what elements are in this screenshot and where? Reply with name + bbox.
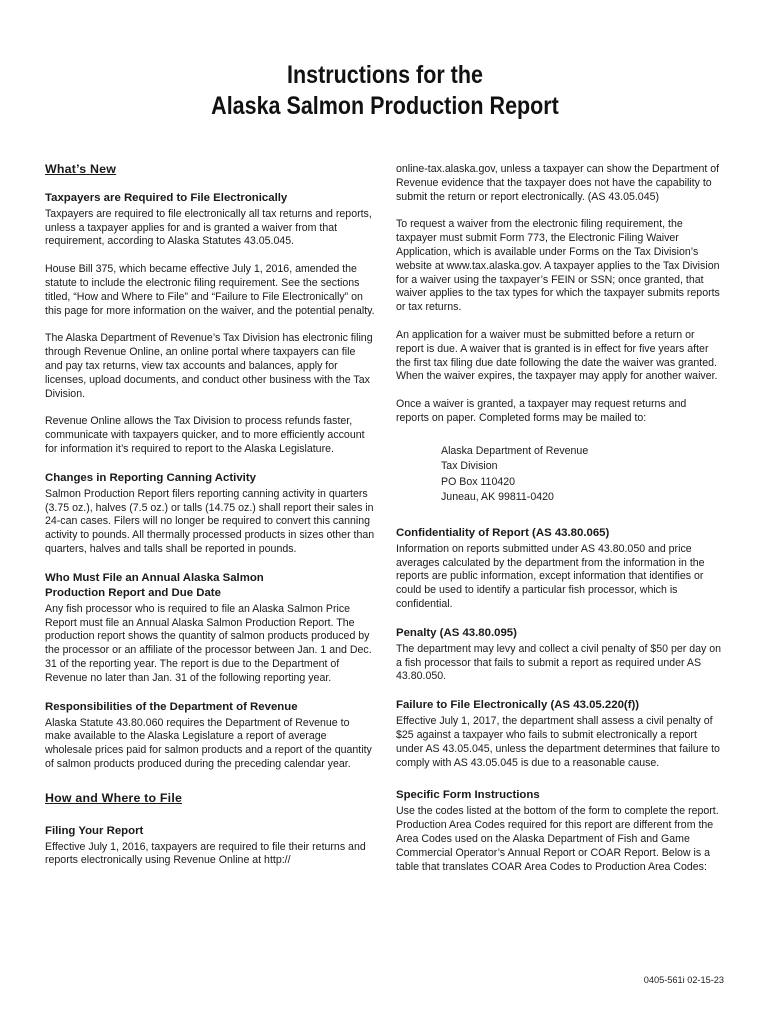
paragraph: Once a waiver is granted, a taxpayer may request returns and reports on paper. Completed forms may be mailed to: bbox=[396, 398, 687, 424]
title-line-2: Alaska Salmon Production Report bbox=[211, 92, 559, 120]
paragraph: Information on reports submitted under AS 43.80.050 and price averages calculated by the department from the information in the reports are public information, except information that identifies or could be used to identify a particular fish processor, which is confidential. bbox=[396, 542, 705, 610]
electronic-filing-heading: Taxpayers are Required to File Electronically bbox=[45, 191, 288, 204]
paragraph: Effective July 1, 2016, taxpayers are required to file their returns and reports electronically using Revenue Online at http:// bbox=[45, 840, 366, 867]
how-where-heading: How and Where to File bbox=[45, 790, 183, 805]
paragraph: The Alaska Department of Revenue’s Tax Division has electronic filing through Revenue Online, an online portal where taxpayers can file and pay tax returns, view tax accounts and balances, apply for licenses, upload documents, and conduct other business with the Tax Division. bbox=[45, 332, 373, 400]
paragraph: House Bill 375, which became effective July 1, 2016, amended the statute to include the electronic filing requirement. See the sections titled, “How and Where to File” and “Failure to File Electronically” on this page for more information on the waiver, and the potential penalty. bbox=[45, 263, 375, 317]
who-must-file-heading bbox=[45, 571, 375, 586]
due-date-heading: Production Report and Due Date bbox=[45, 586, 221, 599]
canning-heading: Changes in Reporting Canning Activity bbox=[45, 471, 256, 484]
paragraph: To request a waiver from the electronic filing requirement, the taxpayer must submit Form 773, the Electronic Filing Waiver Application, which is available under Forms on the Tax Division’s website at www.tax.alaska.gov. A taxpayer applies to the Tax Division for a waiver using the taxpayer’s FEIN or SSN; once granted, that waiver applies to the tax types for which the taxpayer submits reports or tax returns. bbox=[396, 218, 720, 314]
left-column bbox=[45, 163, 375, 882]
form-number: 0405-561i 02-15-23 bbox=[643, 975, 724, 985]
penalty-heading: Penalty (AS 43.80.095) bbox=[396, 626, 517, 639]
paragraph: Any fish processor who is required to file an Alaska Salmon Price Report must file an Annual Alaska Salmon Production Report. The production report shows the quantity of salmon products produced by the processor or an affiliate of the processor between Jan. 1 and Dec. 31 of the reporting year. The report is due to the Department of Revenue no later than Jan. 31 of the following reporting year. bbox=[45, 602, 372, 684]
failure-heading: Failure to File Electronically (AS 43.05.220(f)) bbox=[396, 699, 640, 712]
paragraph: Use the codes listed at the bottom of the form to complete the report. Production Area Codes required for this report are different from the Area Codes used on the Alaska Department of Fish and Game Commercial Operator’s Annual Report or COAR Report. Below is a table that translates COAR Area Codes to Production Area Codes: bbox=[396, 805, 719, 873]
specific-instructions-heading: Specific Form Instructions bbox=[396, 789, 540, 802]
title-line-1: Instructions for the bbox=[287, 61, 483, 89]
address-line: Juneau, AK 99811-0420 bbox=[441, 491, 554, 504]
address-line: Tax Division bbox=[441, 460, 498, 473]
paragraph: online-tax.alaska.gov, unless a taxpayer can show the Department of Revenue evidence that the taxpayer does not have the capability to submit the return or report electronically. (AS 43.05.045) bbox=[396, 163, 720, 203]
paragraph: Taxpayers are required to file electronically all tax returns and reports, unless a taxpayer applies for and is granted a waiver from that requirement, according to Alaska Statutes 43.05.045. bbox=[45, 207, 372, 248]
paragraph: Salmon Production Report filers reporting canning activity in quarters (3.75 oz.), halves (7.5 oz.) or talls (14.75 oz.) shall report their sales in 24-can cases. Filers will no longer be required to convert this canning activity to pounds. All thermally processed products in sizes other than quarters, halves and talls shall be reported in pounds. bbox=[45, 487, 375, 555]
mailing-address bbox=[441, 444, 722, 506]
address-line: PO Box 110420 bbox=[441, 475, 516, 488]
paragraph: Alaska Statute 43.80.060 requires the Department of Revenue to make available to the Alaska Legislature a report of average wholesale prices paid for salmon products and a report of the quantity of salmon products produced during the preceding calendar year. bbox=[45, 716, 372, 770]
address-line: Alaska Department of Revenue bbox=[441, 444, 589, 457]
whats-new-heading: What’s New bbox=[45, 162, 117, 176]
heading-line: Who Must File an Annual Alaska Salmon bbox=[45, 571, 264, 584]
paragraph: Effective July 1, 2017, the department shall assess a civil penalty of $25 against a taxpayer who fails to submit electronically a report under AS 43.05.045, unless the department determines that failure to comply with AS 43.05.045 is due to a reasonable cause. bbox=[396, 715, 720, 769]
filing-report-heading: Filing Your Report bbox=[45, 824, 144, 837]
responsibilities-heading: Responsibilities of the Department of Revenue bbox=[45, 700, 298, 713]
paragraph: Revenue Online allows the Tax Division to process refunds faster, communicate with taxpayers quicker, and to more efficiently account for information it’s required to report to the Alaska Legislature. bbox=[45, 415, 365, 455]
right-column bbox=[396, 163, 722, 888]
document-title bbox=[54, 60, 716, 122]
confidentiality-heading: Confidentiality of Report (AS 43.80.065) bbox=[396, 526, 610, 539]
paragraph: An application for a waiver must be submitted before a return or report is due. A waiver that is granted is in effect for five years after the first tax filing due date following the date the waiver was granted. When the waiver expires, the taxpayer may apply for another waiver. bbox=[396, 328, 718, 383]
paragraph: The department may levy and collect a civil penalty of $50 per day on a fish processor that fails to submit a report as required under AS 43.80.050. bbox=[396, 642, 722, 683]
